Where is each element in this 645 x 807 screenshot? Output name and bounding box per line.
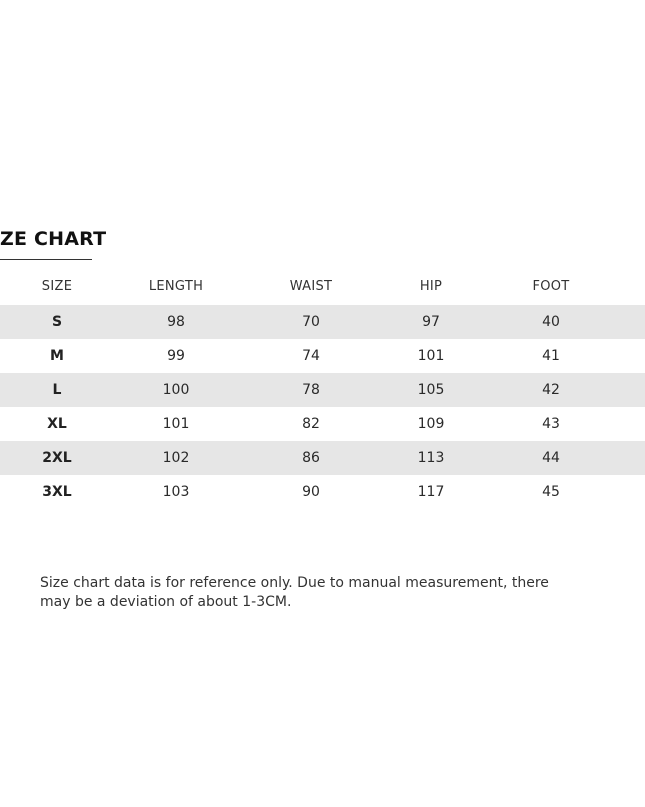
foot-cell: 41 xyxy=(542,348,560,364)
foot-cell: 42 xyxy=(542,382,560,398)
table-header-row xyxy=(0,268,645,305)
length-cell: 101 xyxy=(162,416,190,432)
header-hip: HIP xyxy=(419,279,443,294)
header-length: LENGTH xyxy=(148,279,204,294)
table-row xyxy=(0,441,645,475)
hip-cell: 105 xyxy=(417,382,445,398)
length-cell: 102 xyxy=(162,450,190,466)
title-underline xyxy=(0,259,92,260)
hip-cell: 97 xyxy=(422,314,440,330)
foot-cell: 43 xyxy=(542,416,560,432)
size-cell: L xyxy=(52,382,62,398)
hip-cell: 117 xyxy=(417,484,445,500)
hip-cell: 109 xyxy=(417,416,445,432)
waist-cell: 86 xyxy=(302,450,320,466)
length-cell: 99 xyxy=(167,348,185,364)
header-foot: FOOT xyxy=(532,279,570,294)
size-chart-title: ZE CHART xyxy=(0,228,107,250)
waist-cell: 78 xyxy=(302,382,320,398)
length-cell: 98 xyxy=(167,314,185,330)
waist-cell: 82 xyxy=(302,416,320,432)
waist-cell: 90 xyxy=(302,484,320,500)
table-row xyxy=(0,475,645,509)
size-cell: XL xyxy=(47,416,67,432)
table-row xyxy=(0,339,645,373)
size-cell: S xyxy=(51,314,63,330)
length-cell: 103 xyxy=(162,484,190,500)
waist-cell: 70 xyxy=(302,314,320,330)
table-row xyxy=(0,373,645,407)
hip-cell: 113 xyxy=(417,450,445,466)
header-size: SIZE xyxy=(41,279,73,294)
table-row xyxy=(0,407,645,441)
length-cell: 100 xyxy=(162,382,190,398)
measurement-note: Size chart data is for reference only. Due to manual measurement, there may be a deviation of about 1-3CM. xyxy=(40,575,549,610)
foot-cell: 40 xyxy=(542,314,560,330)
size-table xyxy=(0,268,645,509)
header-waist: WAIST xyxy=(289,279,333,294)
table-row xyxy=(0,305,645,339)
size-cell: 3XL xyxy=(42,484,72,500)
waist-cell: 74 xyxy=(302,348,320,364)
size-cell: M xyxy=(50,348,64,364)
size-cell: 2XL xyxy=(42,450,72,466)
foot-cell: 44 xyxy=(542,450,560,466)
hip-cell: 101 xyxy=(417,348,445,364)
foot-cell: 45 xyxy=(542,484,560,500)
